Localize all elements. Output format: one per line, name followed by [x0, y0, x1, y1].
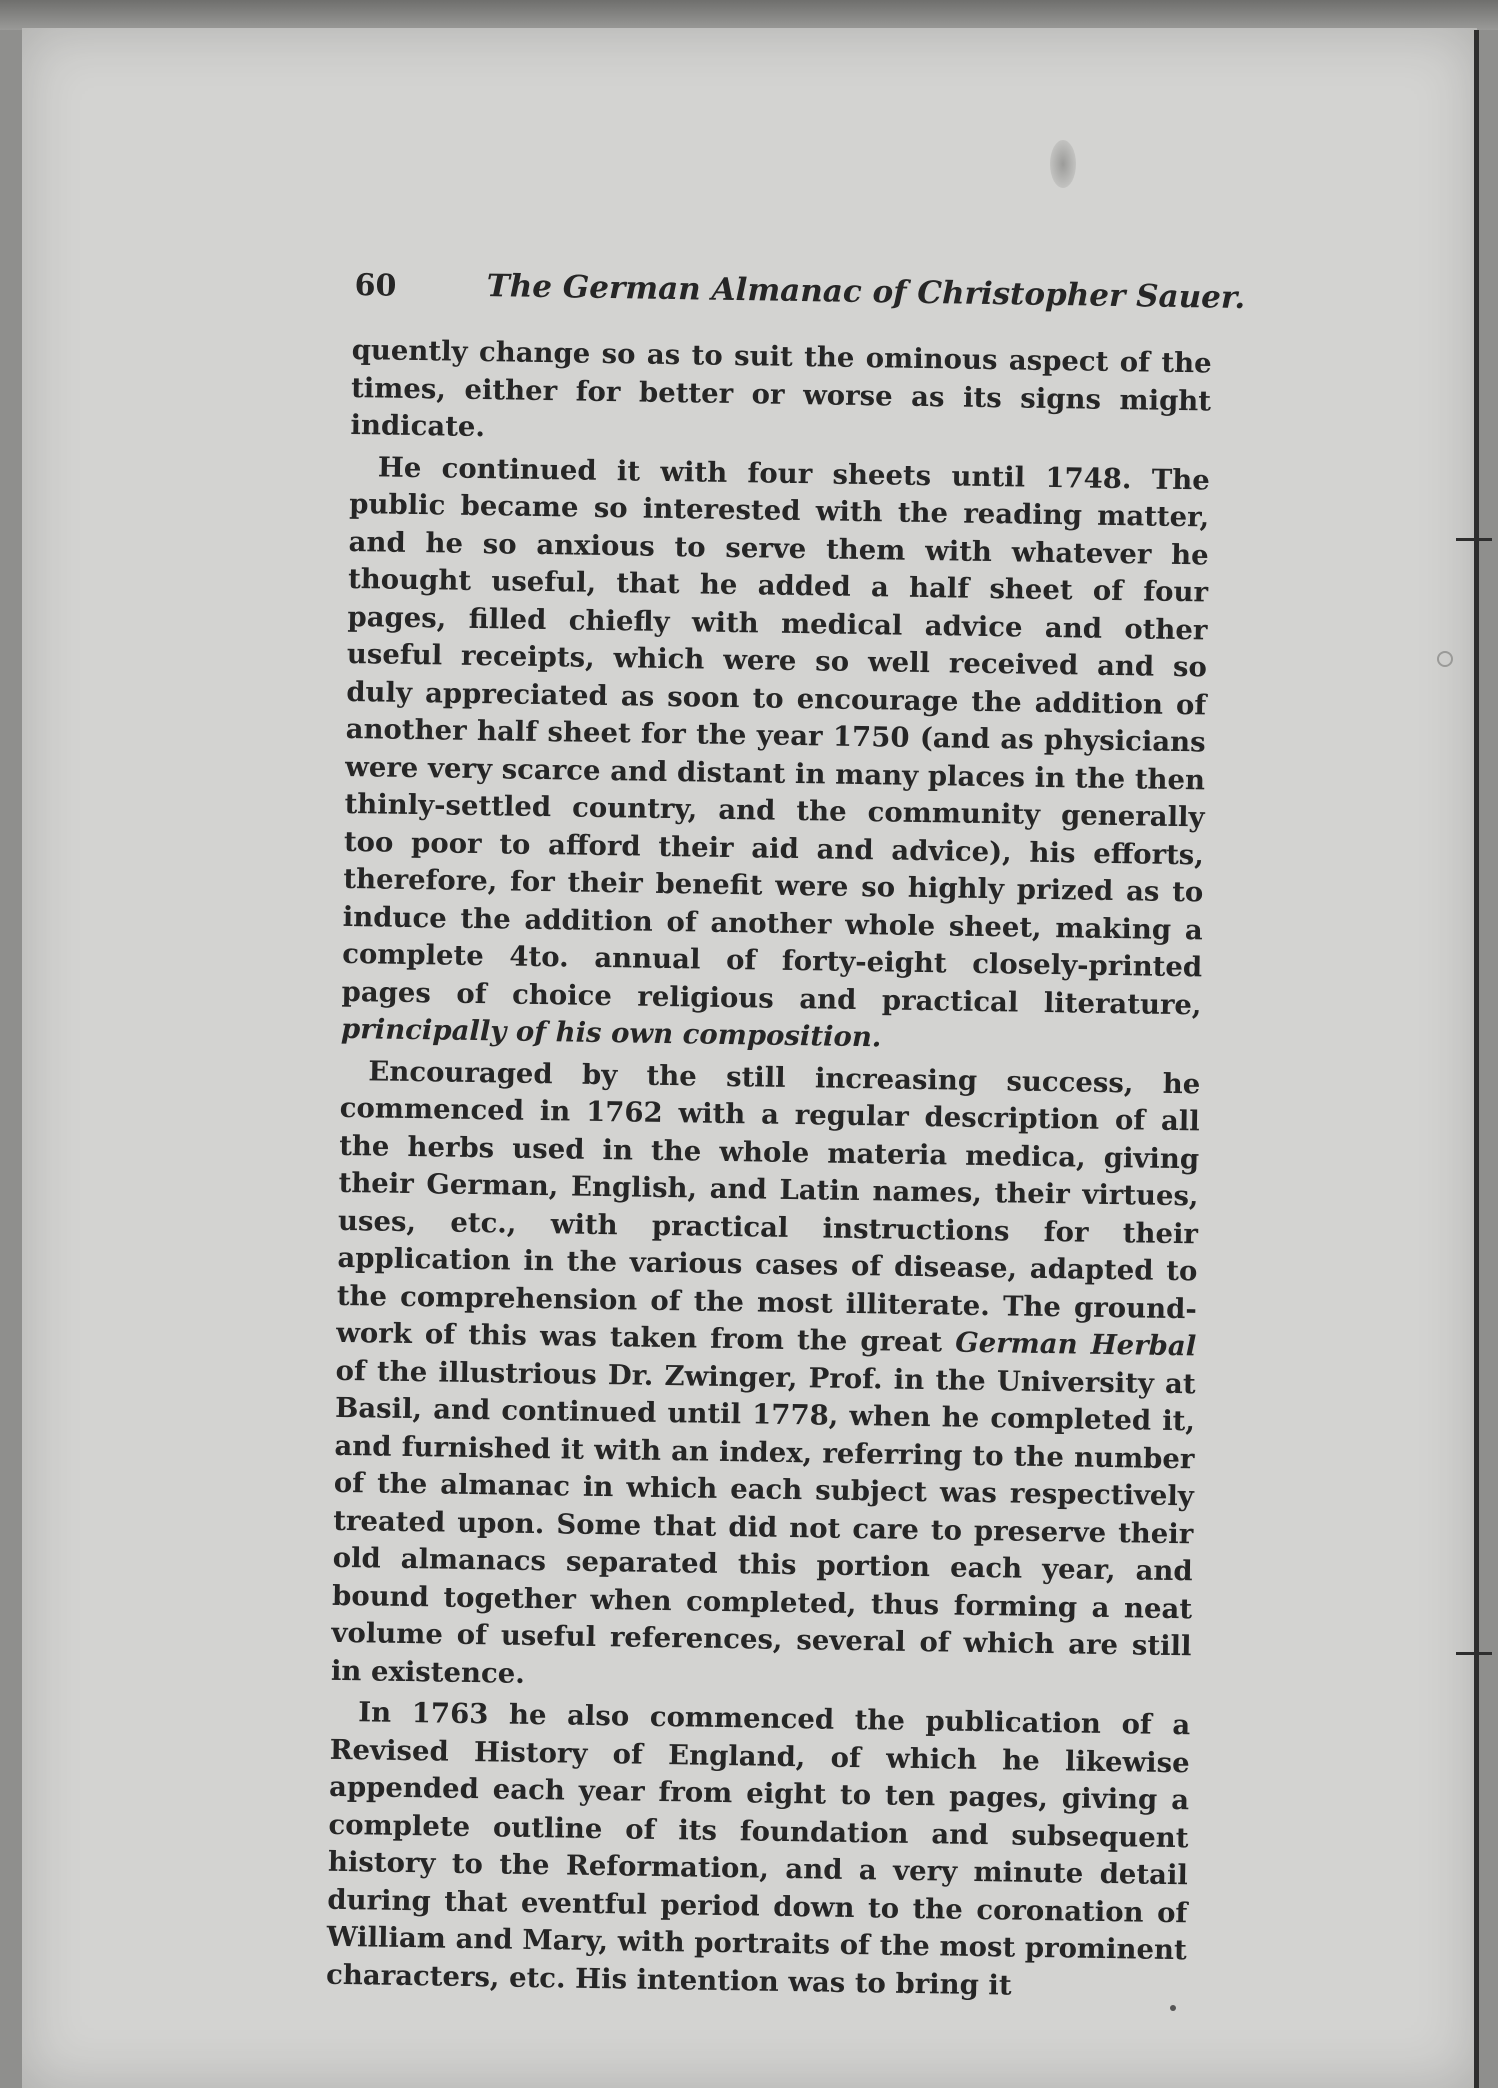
paragraph-herbal [331, 1052, 1201, 1703]
paragraph-history-of-england [326, 1694, 1191, 2007]
paragraph-text: In 1763 he also commenced the publication of a Revised History of England, of which he likewise appended each year from eight to ten pages, giving a complete outline of its foundation and subsequent history to the Reformation, and a very minute detail during that eventful period down to the coronation of William and Mary, with portraits of the most prominent characters, etc. His intention was to bring it [325, 1696, 1191, 2002]
paragraph-text: Encouraged by the still increasing success, he commenced in 1762 with a regular description of all the herbs used in the whole materia medica, giving their German, English, and Latin names, their virtues, uses, etc., with practical instructions for their application in the various cases of disease, adapted to the comprehension of the most illiterate. The ground-work of this was taken from the great [336, 1054, 1201, 1359]
paragraph-text: of the illustrious Dr. Zwinger, Prof. in the University at Basil, and continued until 1778, when he completed it, and furnished it with an index, referring to the number of the almanac in which each subject was respectively treated upon. Some that did not care to preserve their old almanacs separated this portion each year, and bound together when completed, thus forming a neat volume of useful references, several of which are still in existence. [330, 1354, 1196, 1690]
paragraph-four-sheets [341, 448, 1210, 1061]
paragraph-continuation [350, 332, 1212, 458]
binding-stitch-mark [1456, 1652, 1492, 1655]
paragraph-text: quently change so as to suit the ominous aspect of the times, either for better or worse as its signs might indicate. [350, 333, 1212, 444]
page-top-edge [0, 0, 1498, 30]
margin-hole [1437, 651, 1453, 667]
ink-smudge [1050, 140, 1076, 188]
body-text [326, 332, 1212, 2007]
paragraph-text: He continued it with four sheets until 1748. The public became so interested with the reading matter, and he so anxious to serve them with whatever he thought useful, that he added a half sheet of four pages, filled chiefly with medical advice and other useful receipts, which were so well received and so duly appreciated as soon to encourage the addition of another half sheet for the year 1750 (and as physicians were very scarce and distant in many places in the then thinly-settled country, and the community generally too poor to afford their aid and advice), his efforts, therefore, for their benefit were so highly prized as to induce the addition of another whole sheet, making a complete 4to. annual of forty-eight closely-printed pages of choice religious and practical literature, [341, 450, 1211, 1021]
running-title: The German Almanac of Christopher Sauer. [486, 268, 1246, 316]
page-number: 60 [354, 267, 397, 304]
italic-phrase: German Herbal [954, 1326, 1197, 1363]
binding-line [1474, 30, 1479, 2088]
binding-stitch-mark [1456, 538, 1492, 541]
ink-speck [1170, 2005, 1176, 2011]
italic-phrase: principally of his own composition. [340, 1012, 882, 1054]
